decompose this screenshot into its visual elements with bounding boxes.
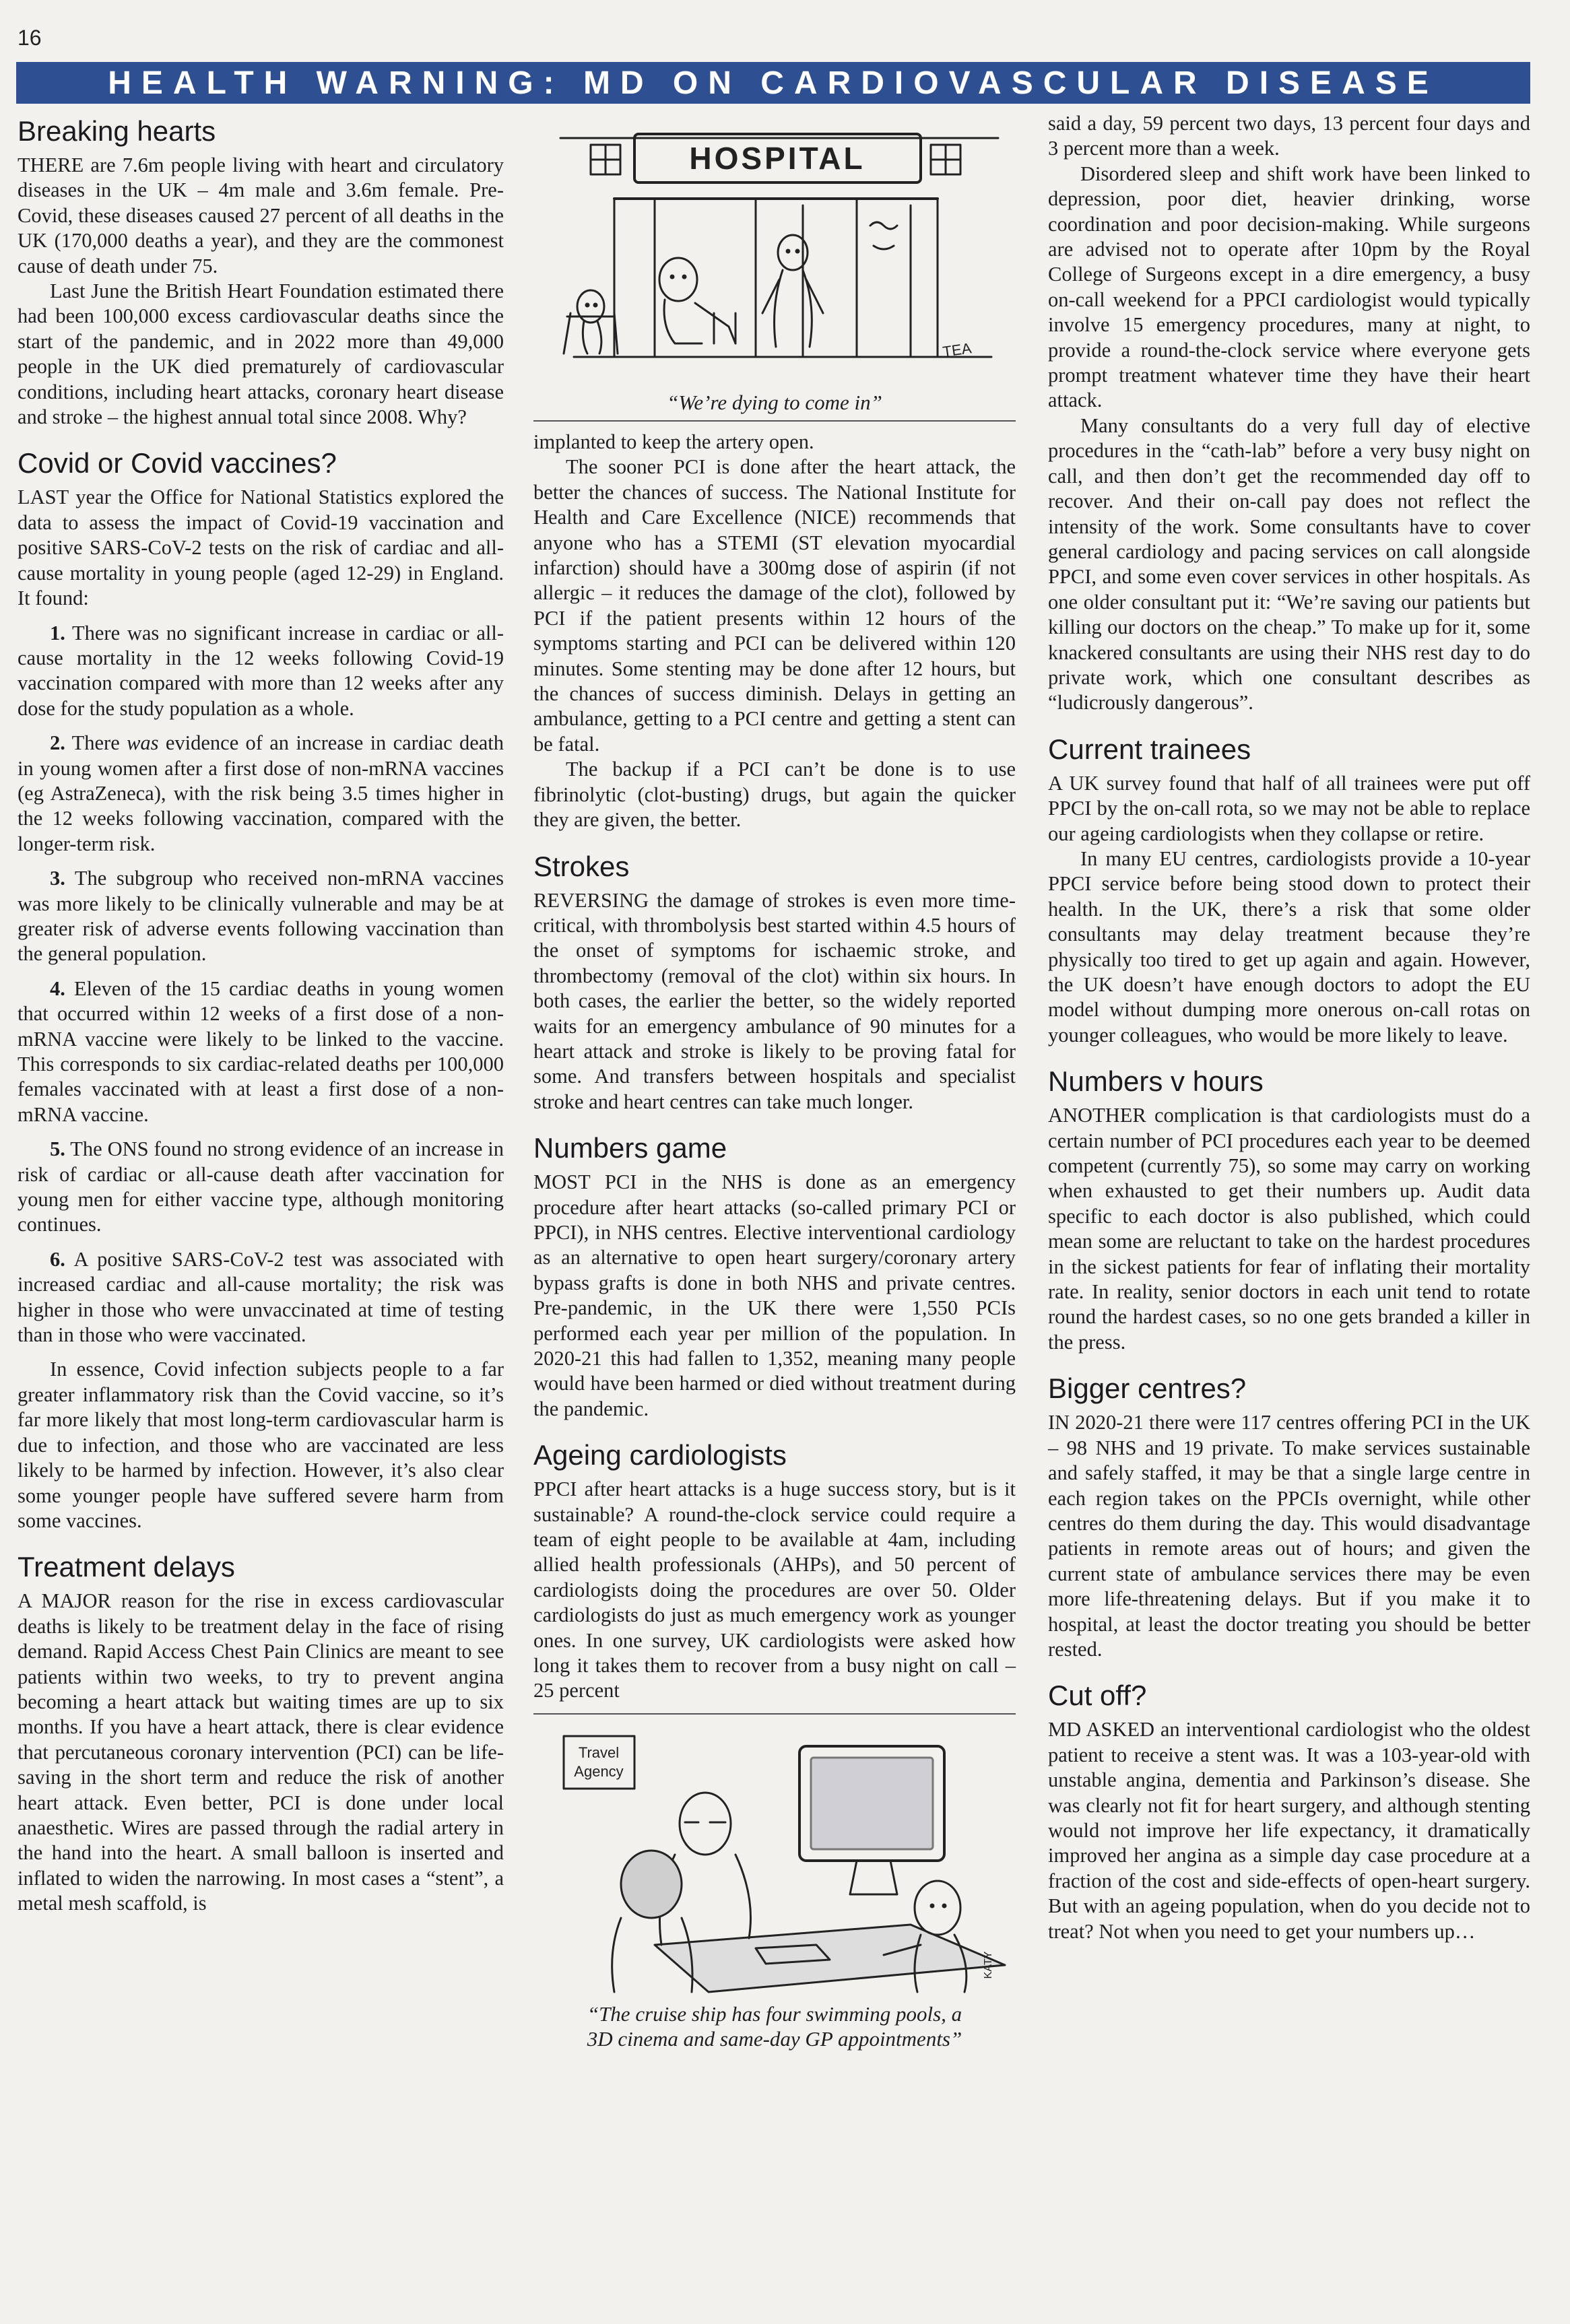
heading-ageing-cardiologists: Ageing cardiologists <box>533 1439 787 1471</box>
divider <box>533 1713 1016 1715</box>
paragraph: MOST PCI in the NHS is done as an emergency procedure after heart attacks (so-called primary PCI or PPCI), in NHS centres. Elective interventional cardiology as an alternative to open heart surgery/coronary artery bypass grafts is done in both NHS and private centres. Pre-pandemic, in the UK there were 1,550 PCIs performed each year per million of the population. In 2020-21 this had fallen to 1,352, meaning many people would have been harmed or died without treatment during the pandemic. <box>533 1170 1016 1420</box>
section-banner <box>16 62 1530 104</box>
caption-line-1: “The cruise ship has four swimming pools, a <box>587 2001 962 2026</box>
finding-6: 6. A positive SARS-CoV-2 test was associated with increased cardiac and all-cause mortality; the risk was higher in those who were unvaccinated at time of testing than in those who were vaccinated. <box>18 1247 504 1347</box>
paragraph: Many consultants do a very full day of elective procedures in the “cath-lab” before a very busy night on call, and then don’t get the recommended day off to recover. And their on-call pay does not reflect the intensity of the work. Some consultants have to cover general cardiology and pacing services on call alongside PPCI, and some even cover services in other hospitals. As one older consultant put it: “We’re saving our patients but killing our doctors on the cheap.” To make up for it, some knackered consultants are using their NHS rest day to do private work, which one consultant describes as “ludicrously dangerous”. <box>1048 413 1530 715</box>
paragraph: said a day, 59 percent two days, 13 percent four days and 3 percent more than a week. <box>1048 112 1530 160</box>
caption-line-2: 3D cinema and same-day GP appointments” <box>587 2026 962 2051</box>
cartoon-hospital <box>533 111 1016 422</box>
paragraph: implanted to keep the artery open. <box>533 430 814 453</box>
cartoon-caption: “We’re dying to come in” <box>667 391 882 414</box>
paragraph: Last June the British Heart Foundation estimated there had been 100,000 excess cardiovascular deaths since the start of the pandemic, and in 2022 more than 49,000 people in the UK died prematurely of cardiovascular conditions, including heart attacks, coronary heart disease and stroke – the highest annual total since 2008. Why? <box>18 279 504 429</box>
paragraph: In essence, Covid infection subjects people to a far greater inflammatory risk than the Covid vaccine, so it’s far more likely that most long-term cardiovascular harm is due to infection, and those who are vaccinated are less likely to be harmed by infection. However, it’s also clear some younger people have suffered severe harm from some vaccines. <box>18 1358 504 1532</box>
travel-sign-line-1: Travel <box>578 1744 620 1761</box>
paragraph: PPCI after heart attacks is a huge success story, but is it sustainable? A round-the-clock service could require a team of eight people to be available at 4am, including allied health professionals (AHPs), and 50 percent of cardiologists doing the procedures are over 50. Older cardiologists do just as much emergency work as younger ones. In one survey, UK cardiologists were asked how long it takes them to recover from a busy night on call – 25 percent <box>533 1478 1016 1702</box>
paragraph: IN 2020-21 there were 117 centres offering PCI in the UK – 98 NHS and 19 private. To make services sustainable and safely staffed, it may be that a single large centre in each region takes on the PPCIs overnight, while other centres do them during the day. This would disadvantage patients in remote areas out of hours; and given the current state of ambulance services there may be even more life-threatening delays. But if you make it to hospital, at least the doctor treating you should be better rested. <box>1048 1411 1530 1661</box>
cartoon-travel-agency-drawing <box>533 1723 1016 1999</box>
heading-covid-vaccines: Covid or Covid vaccines? <box>18 447 337 479</box>
banner-title: HEALTH WARNING: MD ON CARDIOVASCULAR DISEASE <box>108 65 1439 101</box>
page-number: 16 <box>18 26 42 50</box>
finding-2: 2. There was evidence of an increase in cardiac death in young women after a first dose of non-mRNA vaccines (eg AstraZeneca), with the risk being 3.5 times higher in the 12 weeks following vaccination, compared with the longer-term risk. <box>18 731 504 855</box>
paragraph: LAST year the Office for National Statistics explored the data to assess the impact of Covid-19 vaccination and positive SARS-CoV-2 tests on the risk of cardiac and all-cause mortality in young people (aged 12-29) in England. It found: <box>18 486 504 610</box>
paragraph: The backup if a PCI can’t be done is to use fibrinolytic (clot-busting) drugs, but again the quicker they are given, the better. <box>533 758 1016 832</box>
heading-treatment-delays: Treatment delays <box>18 1551 235 1583</box>
paragraph: THERE are 7.6m people living with heart and circulatory diseases in the UK – 4m male and 3.6m female. Pre-Covid, these diseases caused 27 percent of all deaths in the UK (170,000 deaths a year), and they are the commonest cause of death under 75. <box>18 154 504 277</box>
travel-sign-line-2: Agency <box>574 1762 624 1780</box>
paragraph: MD ASKED an interventional cardiologist who the oldest patient to receive a stent was. It was a 103-year-old with unstable angina, dementia and Parkinson’s disease. She was clearly not fit for heart surgery, and although stenting would not improve her life expectancy, it dramatically improved her angina as a simple day case procedure at a fraction of the cost and side-effects of open-heart surgery. But with an ageing population, when do you decide not to treat? Not when you need to get your numbers up… <box>1048 1718 1530 1943</box>
column-1 <box>18 111 504 1917</box>
paragraph: REVERSING the damage of strokes is even more time-critical, with thrombolysis best started within 4.5 hours of the onset of symptoms for ischaemic stroke, and thrombectomy (removal of the clot) within six hours. In both cases, the earlier the better, so the widely reported waits for an emergency ambulance of 90 minutes for a heart attack and stroke is likely to be proving fatal for some. And transfers between hospitals and specialist stroke and heart centres can take much longer. <box>533 888 1016 1113</box>
finding-5: 5. The ONS found no strong evidence of an increase in risk of cardiac or all-cause death after vaccination for young men for either vaccine type, although monitoring continues. <box>18 1137 504 1236</box>
paragraph: A UK survey found that half of all trainees were put off PPCI by the on-call rota, so we may not be able to replace our ageing cardiologists when they collapse or retire. <box>1048 771 1530 845</box>
hospital-sign-text: HOSPITAL <box>689 141 865 176</box>
cartoon-hospital-drawing <box>533 111 1016 387</box>
heading-strokes: Strokes <box>533 850 630 882</box>
paragraph: ANOTHER complication is that cardiologists must do a certain number of PCI procedures each year to be deemed competent (currently 75), so some may carry on working when exhausted to get their numbers up. Audit data specific to each doctor is also published, which could mean some are reluctant to take on the hardest procedures in the sickest patients for fear of inflating their mortality rate. In reality, senior doctors in each unit tend to rotate round the hardest cases, so no one gets branded a killer in the press. <box>1048 1104 1530 1354</box>
cartoon-caption <box>533 2001 1016 2051</box>
cartoonist-signature: TEA <box>942 339 973 360</box>
finding-1: 1. There was no significant increase in cardiac or all-cause mortality in the 12 weeks following Covid-19 vaccination compared with more than 12 weeks after any dose for the study population as a whole. <box>18 621 504 720</box>
paragraph: A MAJOR reason for the rise in excess cardiovascular deaths is likely to be treatment delay in the face of rising demand. Rapid Access Chest Pain Clinics are meant to see patients within two weeks, to try to prevent angina becoming a heart attack but waiting times are up to six months. If you have a heart attack, there is clear evidence that percutaneous coronary intervention (PCI) can be life-saving in the short term and reduce the risk of another heart attack. Even better, PCI is done under local anaesthetic. Wires are passed through the radial artery in the hand into the heart. A small balloon is inserted and inflated to widen the narrowing. In most cases a “stent”, a metal mesh scaffold, is <box>18 1589 504 1915</box>
column-2 <box>533 111 1016 2058</box>
paragraph: In many EU centres, cardiologists provide a 10-year PPCI service before being stood down to protect their health. In the UK, there’s a risk that some older consultants may delay treatment because they’re physically too tired to get up again and again. However, the UK doesn’t have enough doctors to adopt the EU model without dumping more onerous on-call rotas on younger colleagues, who would be more likely to leave. <box>1048 846 1530 1047</box>
cartoon-travel-agency <box>533 1723 1016 2051</box>
heading-numbers-game: Numbers game <box>533 1132 727 1164</box>
finding-4: 4. Eleven of the 15 cardiac deaths in young women that occurred within 12 weeks of a first dose of a non-mRNA vaccine were likely to be linked to the vaccine. This corresponds to six cardiac-related deaths per 100,000 females vaccinated with at least a first dose of a non-mRNA vaccine. <box>18 976 504 1126</box>
divider <box>533 420 1016 422</box>
heading-breaking-hearts: Breaking hearts <box>18 115 216 147</box>
paragraph: The sooner PCI is done after the heart attack, the better the chances of success. The National Institute for Health and Care Excellence (NICE) recommends that anyone who has a STEMI (ST elevation myocardial infarction) should have a 300mg dose of aspirin (if not allergic – it reduces the damage of the clot), followed by PCI if the patient presents within 12 hours of the symptoms starting and PCI can be delivered within 120 minutes. Some stenting may be done after 12 hours, but the chances of success diminish. Delays in getting an ambulance, getting to a PCI centre and getting a stent can be fatal. <box>533 455 1016 756</box>
column-3 <box>1048 111 1530 1944</box>
heading-bigger-centres: Bigger centres? <box>1048 1372 1247 1405</box>
finding-3: 3. The subgroup who received non-mRNA vaccines was more likely to be clinically vulnerable and may be at greater risk of adverse events following vaccination than the general population. <box>18 867 504 966</box>
paragraph: Disordered sleep and shift work have been linked to depression, poor diet, heavier drinking, worse coordination and poor decision-making. While surgeons are advised not to operate after 10pm by the Royal College of Surgeons except in a dire emergency, a busy on-call weekend for a PPCI cardiologist would typically involve 15 emergency procedures, many at night, to provide a round-the-clock service where everyone gets prompt treatment whatever time they have their heart attack. <box>1048 162 1530 412</box>
cartoonist-signature: KATY <box>983 1951 994 1979</box>
heading-numbers-v-hours: Numbers v hours <box>1048 1065 1264 1098</box>
heading-current-trainees: Current trainees <box>1048 733 1251 765</box>
heading-cut-off: Cut off? <box>1048 1680 1147 1712</box>
